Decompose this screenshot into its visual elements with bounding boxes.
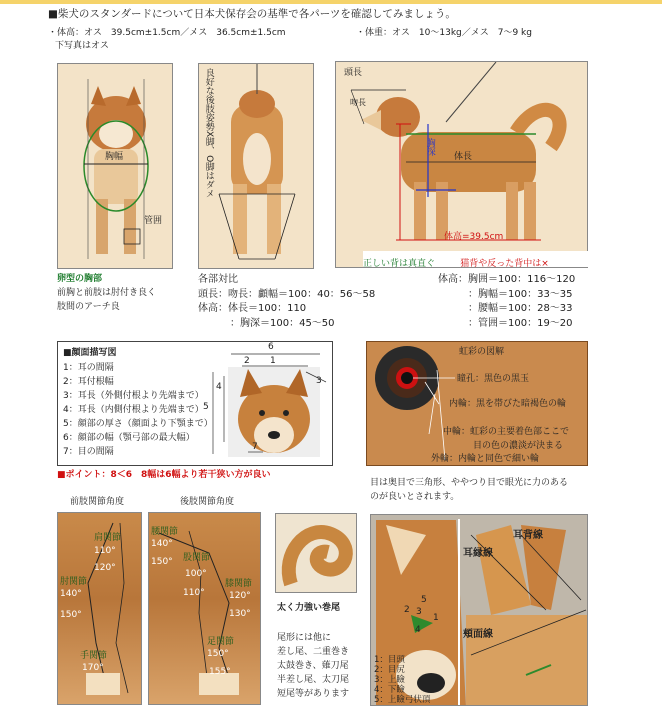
- tail-note: 太鼓巻き、薙刀尾: [277, 661, 349, 671]
- front-caption-line1: 前胸と前肢は肘付き良く: [57, 288, 157, 298]
- iris-inner: 内輪：黒を帯びた暗褐色の輪: [449, 399, 567, 409]
- face-item: 1：耳の間隔: [63, 363, 114, 373]
- dim-7: 7: [252, 442, 258, 452]
- face-box-title: ■顔面描写図: [63, 348, 117, 358]
- hind-angle-label: 110°: [183, 588, 205, 598]
- eye-legend-item: 5：上瞼弓状頂: [374, 695, 431, 705]
- eye-point-4: 4: [415, 625, 421, 635]
- hind-leg-photo: [148, 512, 261, 705]
- hind-hip-label: 腰関節: [151, 527, 179, 537]
- iris-middle-1: 中輪：虹彩の主要着色部ここで: [443, 427, 570, 437]
- face-item: 7：目の間隔: [63, 447, 114, 457]
- photo-note: 下写真はオス: [55, 41, 109, 51]
- ratio-chest-depth: ：胸深＝100：45～50: [230, 318, 335, 329]
- fore-angle-label: 150°: [60, 610, 82, 620]
- hind-angle-label: 155°: [209, 667, 231, 677]
- eye-legend-item: 3：上瞼: [374, 675, 405, 685]
- ratio-chest-width: ：胸幅＝100：33～35: [468, 289, 573, 300]
- ear-eye-photo: [370, 514, 588, 706]
- hind-ankle-label: 足関節: [207, 637, 235, 647]
- iris-title: 虹彩の図解: [459, 347, 505, 357]
- front-caption-line2: 肢間のアーチ良: [57, 302, 120, 312]
- rear-view-photo: [198, 63, 314, 269]
- iris-pupil: 瞳孔：黒色の黒玉: [457, 374, 530, 384]
- cheek-line-label: 頬面線: [463, 629, 493, 640]
- ratio-title: 各部対比: [198, 274, 238, 285]
- muzzle-length-label: 吻長: [350, 98, 366, 107]
- eye-legend: [374, 655, 430, 705]
- height-label: 体高=39.5cm: [444, 232, 504, 242]
- face-item: 4：耳長（内側付根より先端まで）: [63, 405, 204, 415]
- fore-wrist-label: 手関節: [80, 651, 108, 661]
- height-standard: ・体高：オス 39.5cm±1.5cm／メス 36.5cm±1.5cm: [48, 28, 286, 38]
- body-length-label: 体長: [454, 152, 473, 162]
- tail-note: 短尾等があります: [277, 689, 350, 699]
- face-item: 2：耳付根幅: [63, 377, 114, 387]
- eye-point-1: 1: [433, 613, 439, 623]
- iris-middle-2: 目の色の濃淡が決まる: [473, 441, 564, 451]
- eye-note-line2: のが良いとされます。: [370, 492, 460, 502]
- fore-joint-title: 前肢関節角度: [70, 497, 125, 507]
- face-item: 3：耳長（外側付根より先端まで）: [63, 391, 204, 401]
- ratio-waist-width: ：腰幅＝100：28～33: [468, 303, 573, 314]
- fore-angle-label: 170°: [82, 663, 104, 673]
- weight-standard: ・体重：オス 10～13kg／メス 7～9 kg: [356, 28, 532, 38]
- hind-angle-label: 120°: [229, 591, 251, 601]
- face-point: ■ポイント：8＜6 8幅は6幅より若干狭い方が良い: [57, 470, 271, 480]
- ratio-pastern: ：管囲＝100：19～20: [468, 318, 573, 329]
- hind-femur-label: 股関節: [183, 553, 211, 563]
- fore-angle-label: 120°: [94, 563, 116, 573]
- tail-note: 半差し尾、太刀尾: [277, 675, 350, 685]
- pastern-label: 管囲: [144, 216, 163, 226]
- ratio-head: 頭長：吻長：顱幅＝100：40：56～58: [198, 289, 376, 300]
- iris-outer: 外輪：内輪と同色で細い輪: [431, 454, 540, 464]
- tail-note: 尾形には他に: [277, 633, 332, 643]
- face-diagram-box: [57, 341, 333, 466]
- ear-back-label: 耳背線: [513, 530, 543, 541]
- dim-4: 4: [216, 382, 222, 392]
- side-view-photo: [335, 61, 588, 268]
- tail-note: 差し尾、二重巻き: [277, 647, 350, 657]
- ratio-body: 体高：体長＝100：110: [198, 303, 307, 314]
- iris-diagram-box: [366, 341, 588, 466]
- dim-2: 2: [244, 356, 250, 366]
- tail-title: 太く力強い巻尾: [277, 603, 341, 613]
- chest-width-label: 胸幅: [105, 152, 124, 162]
- back-note-incorrect: 猫背や反った背中は×: [460, 259, 549, 269]
- face-item: 6：顔部の幅（顎弓部の最大幅）: [63, 433, 195, 443]
- fore-elbow-label: 肘関節: [60, 577, 88, 587]
- top-banner-edge: [0, 0, 662, 4]
- dim-5: 5: [203, 402, 209, 412]
- eye-legend-item: 2：目尻: [374, 665, 405, 675]
- hind-joint-title: 後肢関節角度: [180, 497, 235, 507]
- dim-3: 3: [316, 376, 322, 386]
- chest-depth-label: 胸深: [424, 138, 435, 156]
- dim-1: 1: [270, 356, 276, 366]
- fore-angle-label: 140°: [60, 589, 82, 599]
- tail-photo: [275, 513, 357, 593]
- tail-notes: [277, 633, 349, 703]
- rear-stance-note: 良好な後肢姿勢X脚、O脚はダメ: [203, 68, 214, 199]
- eye-legend-item: 4：下瞼: [374, 685, 405, 695]
- hind-angle-label: 140°: [151, 539, 173, 549]
- ratio-girth: 体高：胸囲＝100：116～120: [438, 274, 576, 285]
- page-title: ■柴犬のスタンダードについて日本犬保存会の基準で各パーツを確認してみましょう。: [48, 8, 456, 20]
- eye-legend-item: 1：目頭: [374, 655, 405, 665]
- hind-angle-label: 130°: [229, 609, 251, 619]
- hind-angle-label: 150°: [151, 557, 173, 567]
- hind-angle-label: 150°: [207, 649, 229, 659]
- fore-angle-label: 110°: [94, 546, 116, 556]
- front-caption-title: 卵型の胸部: [57, 274, 103, 284]
- ear-edge-label: 耳縁線: [463, 548, 493, 559]
- fore-shoulder-label: 肩関節: [94, 533, 122, 543]
- fore-leg-photo: [57, 512, 142, 705]
- eye-point-3: 3: [416, 607, 422, 617]
- face-item: 5：顔部の厚さ（顔面より下顎まで）: [63, 419, 213, 429]
- hind-knee-label: 膝関節: [225, 579, 253, 589]
- eye-point-5: 5: [421, 595, 427, 605]
- front-view-photo: [57, 63, 173, 269]
- eye-note-line1: 目は奥目で三角形、ややつり目で眼光に力のある: [370, 478, 569, 488]
- back-note-correct: 正しい背は真直ぐ: [363, 259, 436, 269]
- eye-point-2: 2: [404, 605, 410, 615]
- head-length-label: 頭長: [344, 68, 363, 78]
- hind-angle-label: 100°: [185, 569, 207, 579]
- dim-6: 6: [268, 342, 274, 352]
- back-note-bar: [363, 251, 588, 267]
